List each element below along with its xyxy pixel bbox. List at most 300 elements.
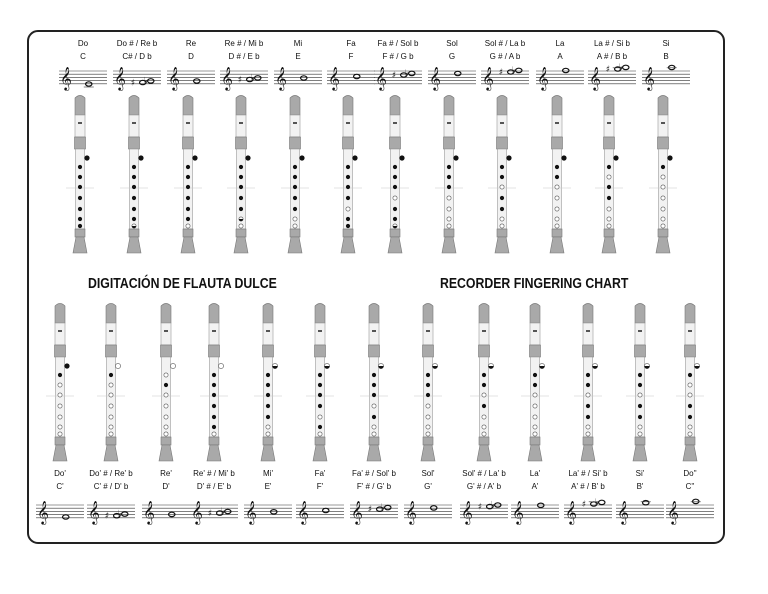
finger-hole: [346, 175, 350, 179]
finger-hole: [426, 383, 430, 387]
recorder-cap: [236, 96, 246, 116]
finger-hole: [688, 404, 692, 408]
note-name: Fa: [346, 39, 356, 48]
finger-hole: [164, 373, 168, 377]
finger-hole: [266, 432, 270, 436]
finger-hole: [607, 207, 611, 211]
finger-hole: [638, 432, 642, 436]
recorder-window: [482, 330, 486, 332]
finger-hole: [78, 196, 82, 200]
finger-hole: [500, 165, 504, 169]
finger-hole: [109, 425, 113, 429]
finger-hole: [482, 393, 486, 397]
finger-hole: [500, 196, 504, 200]
recorder-foot-joint: [161, 437, 171, 445]
recorder-head: [552, 115, 562, 137]
recorder-joint: [444, 137, 455, 149]
finger-hole: [212, 383, 216, 387]
recorder-foot-joint: [658, 229, 668, 237]
recorder-foot-joint: [209, 437, 219, 445]
recorder-head: [369, 323, 379, 345]
finger-hole: [164, 415, 168, 419]
recorder-cap: [161, 304, 171, 324]
recorder-foot-joint: [497, 229, 507, 237]
finger-hole: [533, 393, 537, 397]
note-name: Re: [185, 39, 197, 48]
finger-hole: [266, 373, 270, 377]
recorder-cap: [343, 96, 353, 116]
recorder-head: [635, 323, 645, 345]
accidental: ♯: [477, 502, 483, 513]
recorder-foot-joint: [129, 229, 139, 237]
note-name: Fa': [314, 469, 326, 478]
note-letter: B': [636, 482, 644, 491]
recorder-window: [638, 330, 642, 332]
finger-hole: [78, 217, 82, 221]
finger-hole: [482, 373, 486, 377]
recorder-head: [315, 323, 325, 345]
recorder-foot-joint: [263, 437, 273, 445]
thumb-hole: [561, 155, 566, 160]
finger-hole: [533, 404, 537, 408]
note-letter: D': [162, 482, 170, 491]
recorder-window: [555, 122, 559, 124]
accidental-flat: ♭: [404, 69, 410, 79]
recorder-foot-joint: [583, 437, 593, 445]
finger-hole: [372, 393, 376, 397]
note-name: Mi: [293, 39, 303, 48]
finger-hole: [586, 373, 590, 377]
finger-hole: [555, 224, 559, 228]
note-name: Sol' # / La' b: [462, 469, 506, 478]
recorder-head: [530, 323, 540, 345]
finger-hole: [266, 404, 270, 408]
recorder-foot-joint: [75, 229, 85, 237]
finger-hole: [164, 383, 168, 387]
finger-hole: [346, 185, 350, 189]
finger-hole: [109, 415, 113, 419]
finger-hole: [661, 224, 665, 228]
recorder-cap: [55, 304, 65, 324]
recorder-window: [164, 330, 168, 332]
recorder-window: [186, 122, 190, 124]
thumb-hole: [613, 155, 618, 160]
finger-hole: [426, 432, 430, 436]
recorder-cap: [479, 304, 489, 324]
finger-hole: [318, 415, 322, 419]
finger-hole: [447, 217, 451, 221]
treble-clef: 𝄞: [351, 500, 363, 524]
recorder-joint: [530, 345, 541, 357]
finger-hole: [266, 393, 270, 397]
finger-hole: [482, 415, 486, 419]
recorder-joint: [583, 345, 594, 357]
finger-hole: [186, 185, 190, 189]
note-letter: F: [348, 52, 354, 61]
recorder-foot-joint: [315, 437, 325, 445]
recorder-cap: [685, 304, 695, 324]
recorder-foot-joint: [236, 229, 246, 237]
recorder-foot-joint: [183, 229, 193, 237]
note-letter: A # / B b: [596, 52, 628, 61]
recorder-joint: [635, 345, 646, 357]
recorder-head: [290, 115, 300, 137]
finger-hole: [318, 393, 322, 397]
finger-hole: [266, 415, 270, 419]
finger-hole: [586, 415, 590, 419]
finger-hole: [109, 404, 113, 408]
accidental-flat: ♭: [220, 507, 226, 518]
recorder-head: [444, 115, 454, 137]
recorder-window: [318, 330, 322, 332]
recorder-cap: [604, 96, 614, 116]
finger-hole: [447, 185, 451, 189]
finger-hole: [318, 425, 322, 429]
finger-hole: [447, 224, 451, 228]
finger-hole: [533, 383, 537, 387]
finger-hole: [555, 196, 559, 200]
recorder-joint: [290, 137, 301, 149]
recorder-window: [266, 330, 270, 332]
finger-hole: [426, 393, 430, 397]
recorder-head: [106, 323, 116, 345]
finger-hole: [482, 432, 486, 436]
finger-hole: [533, 432, 537, 436]
recorder-cap: [129, 96, 139, 116]
recorder-cap: [290, 96, 300, 116]
treble-clef: 𝄞: [643, 66, 655, 90]
note-letter: C: [80, 52, 86, 61]
finger-hole: [661, 185, 665, 189]
finger-hole: [607, 224, 611, 228]
finger-hole: [346, 207, 350, 211]
note-name: Sol: [446, 39, 458, 48]
recorder-joint: [390, 137, 401, 149]
recorder-window: [426, 330, 430, 332]
note-name: Fa' # / Sol' b: [352, 469, 396, 478]
finger-hole: [555, 185, 559, 189]
finger-hole: [239, 196, 243, 200]
treble-clef: 𝄞: [328, 66, 340, 90]
recorder-head: [161, 323, 171, 345]
accidental-flat: ♭: [618, 63, 624, 73]
recorder-cap: [497, 96, 507, 116]
finger-hole: [212, 393, 216, 397]
accidental: ♯: [391, 71, 397, 81]
finger-hole: [109, 432, 113, 436]
finger-hole: [482, 425, 486, 429]
finger-hole: [58, 432, 62, 436]
finger-hole: [607, 175, 611, 179]
recorder-cap: [552, 96, 562, 116]
finger-hole: [426, 425, 430, 429]
recorder-cap: [635, 304, 645, 324]
finger-hole: [533, 425, 537, 429]
finger-hole: [186, 207, 190, 211]
treble-clef: 𝄞: [114, 66, 126, 90]
treble-clef: 𝄞: [617, 500, 629, 524]
recorder-foot-joint: [390, 229, 400, 237]
recorder-window: [533, 330, 537, 332]
finger-hole: [555, 165, 559, 169]
finger-hole: [555, 207, 559, 211]
treble-clef: 𝄞: [589, 66, 601, 90]
recorder-window: [607, 122, 611, 124]
thumb-hole: [667, 155, 672, 160]
accidental: ♯: [237, 75, 243, 86]
thumb-hole: [399, 155, 404, 160]
recorder-window: [586, 330, 590, 332]
finger-hole: [372, 415, 376, 419]
finger-hole: [266, 383, 270, 387]
finger-hole: [212, 373, 216, 377]
recorder-joint: [263, 345, 274, 357]
recorder-cap: [369, 304, 379, 324]
recorder-head: [55, 323, 65, 345]
recorder-head: [604, 115, 614, 137]
accidental-flat: ♭: [511, 66, 517, 76]
finger-hole: [688, 432, 692, 436]
finger-hole: [58, 404, 62, 408]
recorder-window: [346, 122, 350, 124]
recorder-cap: [106, 304, 116, 324]
note-name: Do: [77, 39, 89, 48]
finger-hole: [426, 373, 430, 377]
finger-hole: [346, 165, 350, 169]
note-name: Si': [635, 469, 645, 478]
recorder-joint: [604, 137, 615, 149]
finger-hole: [186, 217, 190, 221]
finger-hole: [78, 185, 82, 189]
note-letter: B: [663, 52, 669, 61]
accidental-flat: ♭: [143, 76, 149, 87]
finger-hole: [586, 432, 590, 436]
recorder-joint: [658, 137, 669, 149]
finger-hole: [346, 224, 350, 228]
note-letter: C'': [685, 482, 695, 491]
note-letter: A: [557, 52, 563, 61]
finger-hole: [607, 217, 611, 221]
accidental: ♯: [581, 500, 587, 510]
finger-hole: [239, 224, 243, 228]
note-name: Re' # / Mi' b: [193, 469, 235, 478]
finger-hole: [186, 175, 190, 179]
recorder-joint: [343, 137, 354, 149]
finger-hole: [58, 393, 62, 397]
finger-hole: [318, 404, 322, 408]
recorder-window: [393, 122, 397, 124]
note-letter: G # / A b: [489, 52, 521, 61]
finger-hole: [482, 383, 486, 387]
recorder-joint: [129, 137, 140, 149]
finger-hole: [212, 425, 216, 429]
thumb-hole: [453, 155, 458, 160]
finger-hole: [372, 383, 376, 387]
finger-hole: [239, 185, 243, 189]
note-name: Si: [662, 39, 670, 48]
finger-hole: [78, 207, 82, 211]
finger-hole: [372, 425, 376, 429]
recorder-joint: [685, 345, 696, 357]
finger-hole: [212, 415, 216, 419]
finger-hole: [109, 383, 113, 387]
finger-hole: [638, 383, 642, 387]
note-letter: G': [424, 482, 432, 491]
note-letter: C# / D b: [122, 52, 152, 61]
recorder-window: [372, 330, 376, 332]
recorder-foot-joint: [369, 437, 379, 445]
treble-clef: 𝄞: [60, 66, 72, 90]
finger-hole: [132, 196, 136, 200]
note-letter: A' # / B' b: [571, 482, 605, 491]
finger-hole: [500, 207, 504, 211]
recorder-foot-joint: [479, 437, 489, 445]
recorder-head: [497, 115, 507, 137]
spanish-title: DIGITACIÓN DE FLAUTA DULCE: [88, 274, 277, 292]
note-letter: F' # / G' b: [356, 482, 392, 491]
recorder-cap: [423, 304, 433, 324]
recorder-joint: [423, 345, 434, 357]
accidental: ♯: [367, 505, 373, 516]
finger-hole: [482, 404, 486, 408]
recorder-head: [685, 323, 695, 345]
recorder-foot-joint: [55, 437, 65, 445]
finger-hole: [500, 185, 504, 189]
finger-hole: [212, 432, 216, 436]
recorder-window: [661, 122, 665, 124]
recorder-joint: [75, 137, 86, 149]
finger-hole: [688, 383, 692, 387]
finger-hole: [78, 224, 82, 228]
note-letter: C': [56, 482, 64, 491]
note-name: Sol': [421, 469, 435, 478]
recorder-head: [129, 115, 139, 137]
finger-hole: [164, 425, 168, 429]
finger-hole: [393, 175, 397, 179]
thumb-hole: [192, 155, 197, 160]
recorder-cap: [658, 96, 668, 116]
finger-hole: [132, 185, 136, 189]
finger-hole: [78, 175, 82, 179]
finger-hole: [164, 432, 168, 436]
recorder-cap: [209, 304, 219, 324]
recorder-window: [239, 122, 243, 124]
finger-hole: [266, 425, 270, 429]
note-name: La # / Si b: [593, 39, 631, 48]
finger-hole: [58, 415, 62, 419]
thumb-hole: [170, 363, 175, 368]
finger-hole: [500, 217, 504, 221]
treble-clef: 𝄞: [221, 66, 233, 90]
finger-hole: [500, 224, 504, 228]
recorder-joint: [55, 345, 66, 357]
finger-hole: [661, 175, 665, 179]
finger-hole: [688, 415, 692, 419]
finger-hole: [186, 224, 190, 228]
finger-hole: [239, 175, 243, 179]
recorder-foot-joint: [423, 437, 433, 445]
recorder-window: [447, 122, 451, 124]
treble-clef: 𝄞: [37, 500, 49, 524]
finger-hole: [239, 207, 243, 211]
thumb-hole: [138, 155, 143, 160]
recorder-head: [390, 115, 400, 137]
recorder-joint: [236, 137, 247, 149]
accidental: ♯: [207, 509, 213, 520]
recorder-head: [75, 115, 85, 137]
recorder-cap: [583, 304, 593, 324]
treble-clef: 𝄞: [537, 66, 549, 90]
finger-hole: [346, 217, 350, 221]
finger-hole: [372, 432, 376, 436]
finger-hole: [109, 393, 113, 397]
finger-hole: [293, 207, 297, 211]
finger-hole: [393, 196, 397, 200]
recorder-head: [583, 323, 593, 345]
note-letter: A': [531, 482, 539, 491]
finger-hole: [607, 185, 611, 189]
finger-hole: [132, 175, 136, 179]
recorder-foot-joint: [290, 229, 300, 237]
finger-hole: [293, 196, 297, 200]
finger-hole: [661, 165, 665, 169]
english-title: RECORDER FINGERING CHART: [440, 274, 629, 292]
finger-hole: [318, 373, 322, 377]
finger-hole: [688, 373, 692, 377]
finger-hole: [555, 175, 559, 179]
recorder-head: [183, 115, 193, 137]
recorder-cap: [263, 304, 273, 324]
recorder-cap: [75, 96, 85, 116]
finger-hole: [533, 415, 537, 419]
recorder-foot-joint: [343, 229, 353, 237]
accidental-flat: ♭: [594, 498, 600, 508]
note-name: Do' # / Re' b: [89, 469, 133, 478]
recorder-foot-joint: [635, 437, 645, 445]
finger-hole: [688, 425, 692, 429]
finger-hole: [426, 415, 430, 419]
finger-hole: [688, 393, 692, 397]
recorder-head: [658, 115, 668, 137]
finger-hole: [500, 175, 504, 179]
note-letter: E: [295, 52, 301, 61]
note-letter: D # / E b: [228, 52, 260, 61]
recorder-joint: [369, 345, 380, 357]
treble-clef: 𝄞: [297, 500, 309, 524]
note-name: Re # / Mi b: [224, 39, 264, 48]
recorder-joint: [552, 137, 563, 149]
note-letter: C' # / D' b: [93, 482, 129, 491]
finger-hole: [372, 373, 376, 377]
finger-hole: [132, 207, 136, 211]
finger-hole: [555, 217, 559, 221]
finger-hole: [447, 196, 451, 200]
treble-clef: 𝄞: [375, 66, 387, 90]
recorder-head: [479, 323, 489, 345]
note-letter: E': [264, 482, 272, 491]
recorder-cap: [530, 304, 540, 324]
treble-clef: 𝄞: [512, 500, 524, 524]
recorder-window: [132, 122, 136, 124]
finger-hole: [372, 404, 376, 408]
treble-clef: 𝄞: [191, 500, 203, 524]
finger-hole: [293, 185, 297, 189]
thumb-hole: [115, 363, 120, 368]
recorder-cap: [444, 96, 454, 116]
finger-hole: [318, 432, 322, 436]
note-name: La': [529, 469, 541, 478]
note-name: La: [555, 39, 565, 48]
